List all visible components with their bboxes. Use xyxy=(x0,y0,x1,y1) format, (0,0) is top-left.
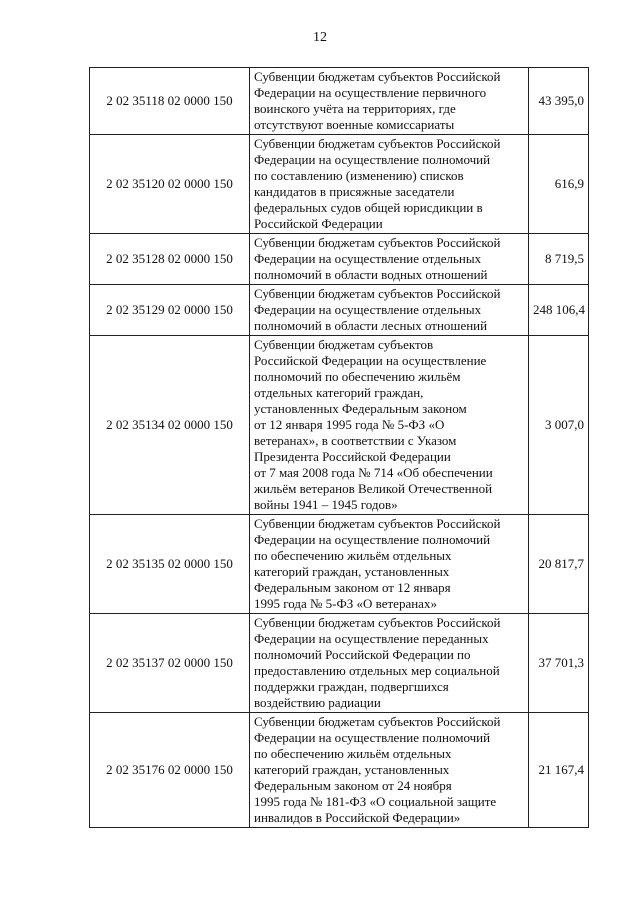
table-row xyxy=(90,68,589,135)
row-code: 2 02 35176 02 0000 150 xyxy=(90,713,250,828)
row-code: 2 02 35118 02 0000 150 xyxy=(90,68,250,135)
table-row xyxy=(90,713,589,828)
row-amount: 248 106,4 xyxy=(529,285,589,336)
row-amount: 8 719,5 xyxy=(529,234,589,285)
row-description: Субвенции бюджетам субъектов Российской Федерации на осуществление полномочий по обеспечению жильём отдельных категорий граждан, установленных Федеральным законом от 12 января 1995 года № 5-ФЗ «О ветеранах», в соответствии с Указом Президента Российской Федерации от 7 мая 2008 года № 714 «Об обеспечении жильём ветеранов Великой Отечественной войны 1941 – 1945 годов» xyxy=(250,336,529,515)
row-code: 2 02 35134 02 0000 150 xyxy=(90,336,250,515)
table-row xyxy=(90,515,589,614)
row-description: Субвенции бюджетам субъектов Российской Федерации на осуществление отдельных полномочий в области водных отношений xyxy=(250,234,529,285)
row-code: 2 02 35135 02 0000 150 xyxy=(90,515,250,614)
row-code: 2 02 35120 02 0000 150 xyxy=(90,135,250,234)
table-row xyxy=(90,285,589,336)
table-row xyxy=(90,614,589,713)
row-amount: 3 007,0 xyxy=(529,336,589,515)
row-description: Субвенции бюджетам субъектов Российской Федерации на осуществление переданных полномочий Российской Федерации по предоставлению отдельных мер социальной поддержки граждан, подвергшихся воздействию радиации xyxy=(250,614,529,713)
page-number: 12 xyxy=(313,30,327,45)
row-code: 2 02 35137 02 0000 150 xyxy=(90,614,250,713)
row-description: Субвенции бюджетам субъектов Российской Федерации на осуществление первичного воинского учёта на территориях, где отсутствуют военные комиссариаты xyxy=(250,68,529,135)
row-code: 2 02 35129 02 0000 150 xyxy=(90,285,250,336)
row-description: Субвенции бюджетам субъектов Российской Федерации на осуществление отдельных полномочий в области лесных отношений xyxy=(250,285,529,336)
budget-table xyxy=(89,67,589,828)
row-amount: 20 817,7 xyxy=(529,515,589,614)
row-amount: 43 395,0 xyxy=(529,68,589,135)
row-description: Субвенции бюджетам субъектов Российской Федерации на осуществление полномочий по составлению (изменению) списков кандидатов в присяжные заседатели федеральных судов общей юрисдикции в Российской Федерации xyxy=(250,135,529,234)
table-row xyxy=(90,234,589,285)
row-amount: 616,9 xyxy=(529,135,589,234)
row-description: Субвенции бюджетам субъектов Российской Федерации на осуществление полномочий по обеспечению жильём отдельных категорий граждан, установленных Федеральным законом от 24 ноября 1995 года № 181-ФЗ «О социальной защите инвалидов в Российской Федерации» xyxy=(250,713,529,828)
row-code: 2 02 35128 02 0000 150 xyxy=(90,234,250,285)
table-row xyxy=(90,135,589,234)
row-description: Субвенции бюджетам субъектов Российской Федерации на осуществление полномочий по обеспечению жильём отдельных категорий граждан, установленных Федеральным законом от 12 января 1995 года № 5-ФЗ «О ветеранах» xyxy=(250,515,529,614)
row-amount: 37 701,3 xyxy=(529,614,589,713)
table-row xyxy=(90,336,589,515)
row-amount: 21 167,4 xyxy=(529,713,589,828)
